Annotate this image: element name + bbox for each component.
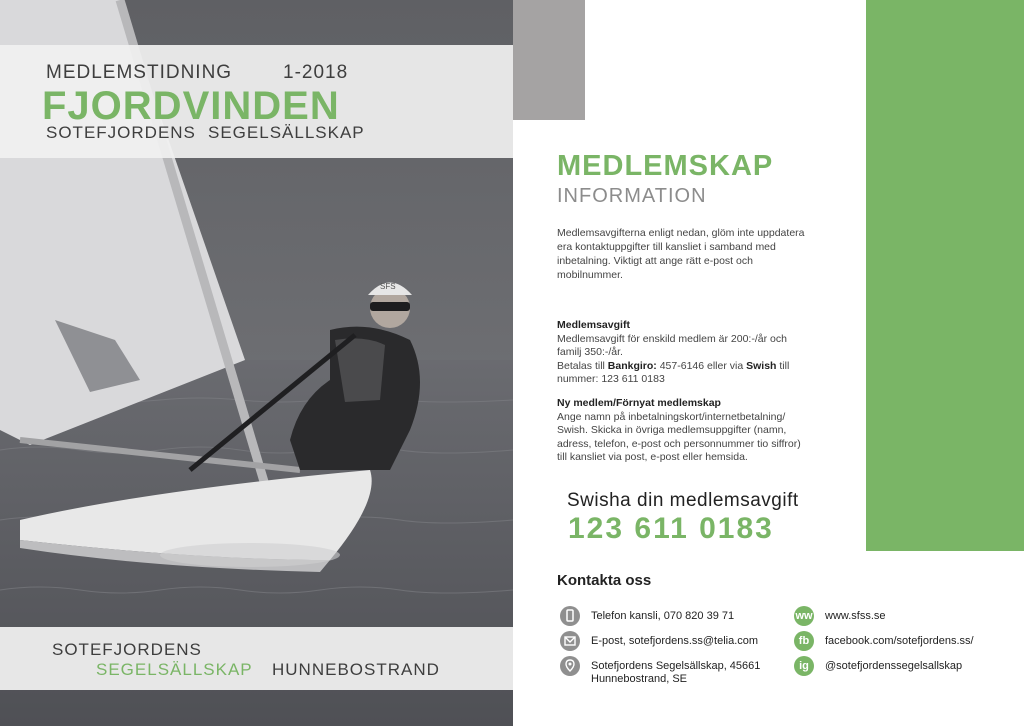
contact-address: Sotefjordens Segelsällskap, 45661 Hunnebostrand, SE [591,660,761,685]
cap-logo: SFS [380,282,396,291]
club-name-part2: SEGELSÄLLSKAP [208,123,365,142]
footer-location: HUNNEBOSTRAND [272,660,440,679]
intro-paragraph: Medlemsavgifterna enligt nedan, glöm inte uppdatera era kontaktuppgifter till kansliet i samband med inbetalning. Viktigt att ange rätt e-post och mobilnummer. [557,227,805,281]
contact-facebook[interactable]: facebook.com/sotefjordens.ss/ [825,635,974,647]
contact-phone: Telefon kansli, 070 820 39 71 [591,610,735,622]
club-name-part1: SOTEFJORDENS [46,123,196,142]
fee-heading: Medlemsavgift [557,319,630,331]
contact-email[interactable]: E-post, sotefjordens.ss@telia.com [591,635,759,647]
footer-club-line2: SEGELSÄLLSKAP [96,660,253,679]
fee-section [557,319,807,387]
section-heading: MEDLEMSKAP [557,150,774,182]
fee-text: Medlemsavgift för enskild medlem är 200:-/år och familj 350:-/år. [557,332,787,358]
location-pin-icon [560,656,580,676]
decor-green-block [866,0,1024,551]
issue-number: 1-2018 [283,62,349,83]
contact-heading: Kontakta oss [557,572,652,589]
footer-club-line1: SOTEFJORDENS [52,640,202,659]
new-member-text: Ange namn på inbetalningskort/internetbetalning/ Swish. Skicka in övriga medlemsuppgifter (namn, adress, telefon, e-post och personnummer tio siffror) till kansliet via post, e-post eller hemsida. [557,410,801,463]
magazine-label: MEDLEMSTIDNING [46,62,233,83]
phone-icon [560,606,580,626]
payment-text: Betalas till Bankgiro: 457-6146 eller via Swish till nummer: 123 611 0183 [557,359,790,385]
section-subheading: INFORMATION [557,185,707,207]
mail-icon [560,631,580,651]
swish-prompt: Swisha din medlemsavgift [567,490,799,511]
web-icon: ww [794,606,814,626]
contact-website[interactable]: www.sfss.se [825,610,886,622]
swish-number: 123 611 0183 [568,512,774,545]
facebook-icon: fb [794,631,814,651]
magazine-title: FJORDVINDEN [42,84,340,128]
contact-instagram[interactable]: @sotefjordenssegelsallskap [825,660,963,672]
instagram-icon: ig [794,656,814,676]
new-member-section [557,397,807,465]
new-member-heading: Ny medlem/Förnyat medlemskap [557,397,721,409]
decor-gray-block [513,0,585,120]
